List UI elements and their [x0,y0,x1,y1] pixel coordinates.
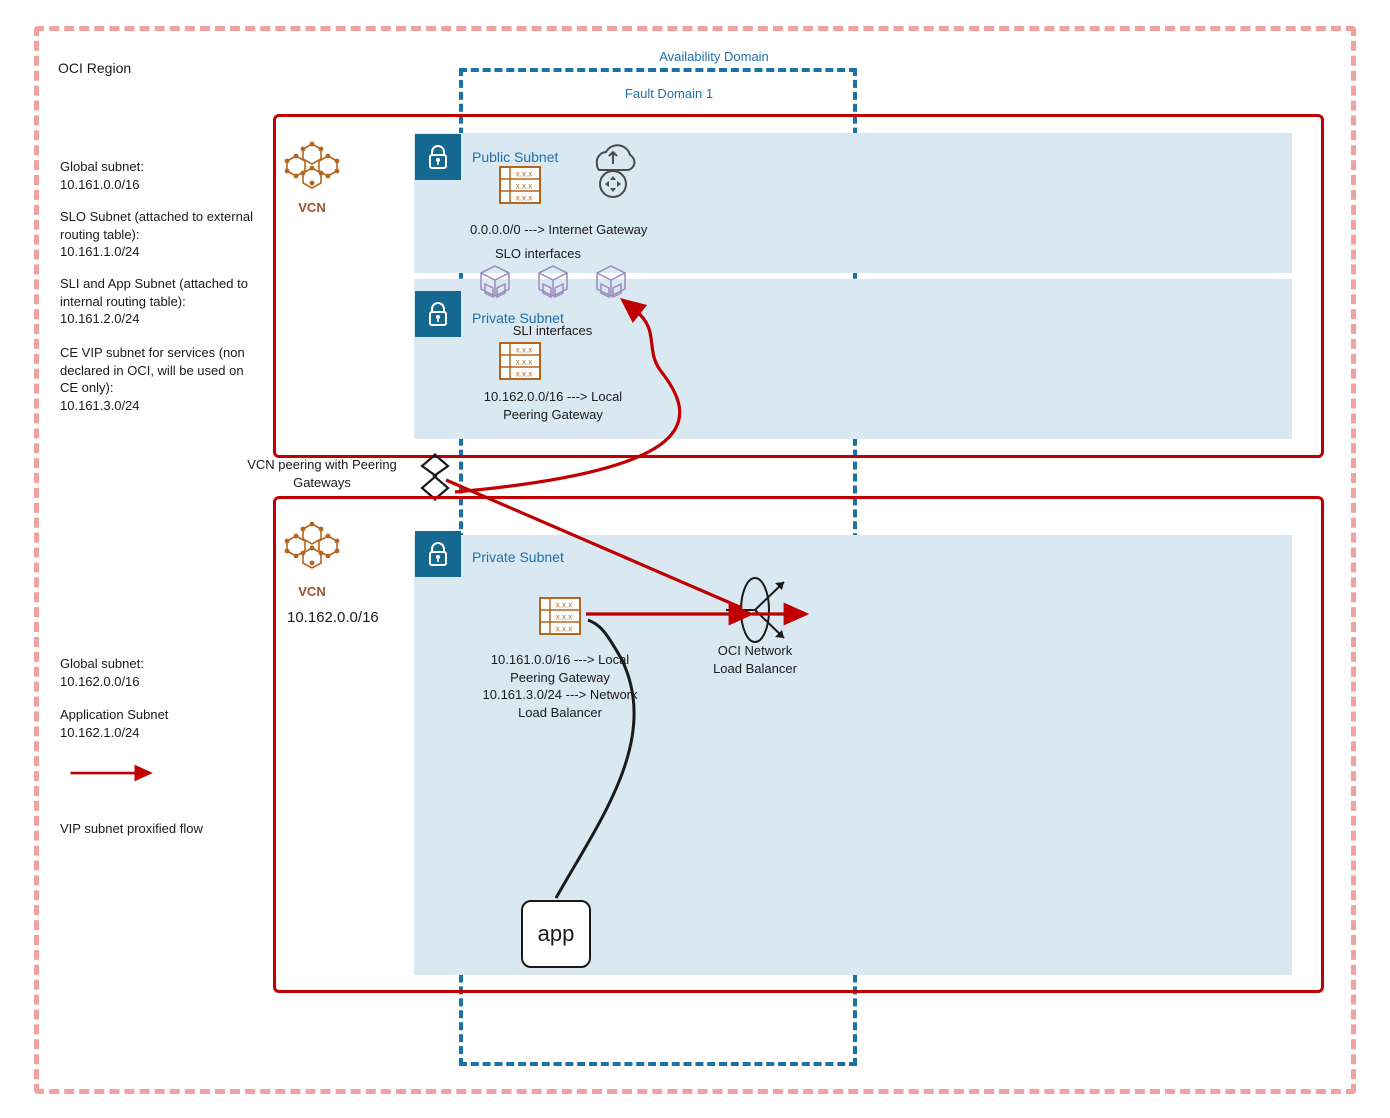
sli-interfaces-label: SLI interfaces [512,323,593,338]
svg-text:x.x.x: x.x.x [515,193,533,203]
private-subnet-top-title: Private Subnet [472,310,564,326]
lb-label-line-2: Load Balancer [713,660,797,676]
fault-domain-label: Fault Domain 1 [575,86,763,101]
route-rule-line-4: Load Balancer [518,704,602,720]
route-rule-line-2: Peering Gateway [510,669,610,685]
public-subnet-route-rule: 0.0.0.0/0 ---> Internet Gateway [470,222,648,237]
peering-label-line-1: VCN peering with Peering [247,457,397,472]
svg-text:x.x.x: x.x.x [555,612,573,622]
legend-label: Global subnet: [60,656,144,671]
legend-value: 10.161.2.0/24 [60,311,140,327]
route-rule-line-1: 10.162.0.0/16 ---> Local [483,389,623,404]
public-subnet-title: Public Subnet [472,149,559,165]
svg-text:x.x.x: x.x.x [555,600,573,610]
private-subnet-bottom-title: Private Subnet [472,549,564,565]
vcn-bottom-cidr: 10.162.0.0/16 [287,609,379,626]
legend-value: 10.161.1.0/24 [60,244,140,260]
oci-region-label: OCI Region [58,60,132,76]
app-node-label: app [537,921,575,946]
svg-text:x.x.x: x.x.x [515,357,533,367]
legend-arrow-caption: VIP subnet proxified flow [60,821,203,836]
availability-domain-label: Availability Domain [600,49,828,64]
legend-value: 10.162.0.0/16 [60,673,140,689]
lb-label-line-1: OCI Network [717,643,793,658]
route-rule-line-3: 10.161.3.0/24 ---> Network [482,687,638,703]
legend-value: 10.161.3.0/24 [60,397,140,413]
vcn-bottom-label: VCN [298,584,326,599]
svg-text:x.x.x: x.x.x [555,624,573,634]
legend-label: SLO Subnet (attached to external routing table): [60,209,253,242]
legend-value: 10.162.1.0/24 [60,724,140,740]
legend-label: SLI and App Subnet (attached to internal routing table): [60,276,248,309]
slo-interfaces-label: SLO interfaces [495,246,581,261]
vcn-top-label: VCN [298,200,326,215]
legend-label: CE VIP subnet for services (non declared in OCI, will be used on CE only): [60,345,245,396]
peering-label-line-2: Gateways [293,474,351,490]
legend-label: Global subnet: [60,159,144,174]
svg-text:x.x.x: x.x.x [515,369,533,379]
legend-label: Application Subnet [60,707,169,722]
route-rule-line-1: 10.161.0.0/16 ---> Local [490,652,630,667]
legend-value: 10.161.0.0/16 [60,176,140,192]
svg-text:x.x.x: x.x.x [515,181,533,191]
svg-text:x.x.x: x.x.x [515,345,533,355]
svg-text:x.x.x: x.x.x [515,169,533,179]
route-rule-line-2: Peering Gateway [503,406,603,422]
